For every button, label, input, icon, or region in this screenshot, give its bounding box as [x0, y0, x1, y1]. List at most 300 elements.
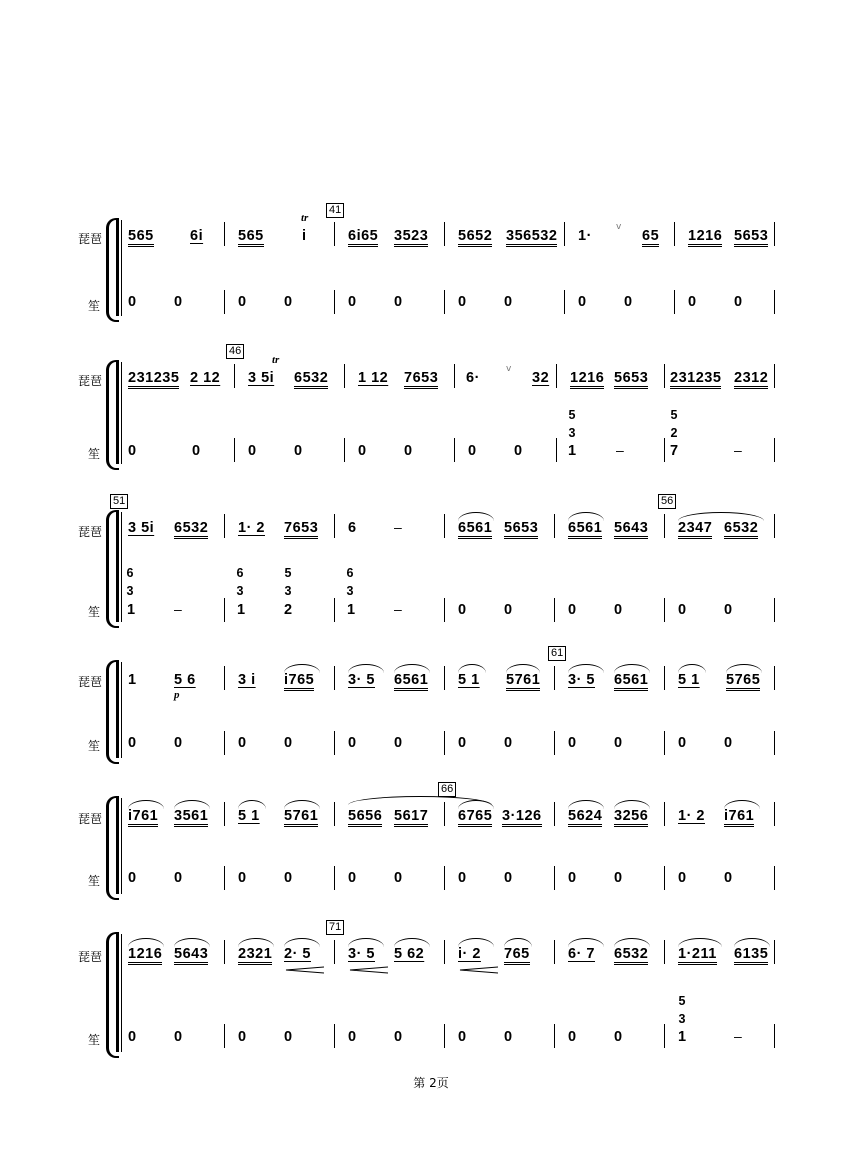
slur: [458, 938, 494, 947]
barline: [224, 1024, 225, 1048]
barline: [444, 866, 445, 890]
chord-note: 3: [236, 584, 244, 598]
pipa-note-group: 3· 5: [348, 672, 375, 688]
sheng-note: 0: [284, 870, 293, 886]
slur: [568, 512, 604, 521]
barline: [234, 438, 235, 462]
pipa-note-group: 5652: [458, 228, 492, 247]
barline: [224, 940, 225, 964]
barline: [554, 1024, 555, 1048]
sheng-chord: [124, 564, 136, 600]
sheng-note: 2: [284, 602, 293, 618]
sustain-dash: –: [734, 1028, 742, 1044]
system-barline-start-thin: [121, 220, 122, 316]
pipa-note-group: 7653: [404, 370, 438, 389]
sheng-note: 0: [348, 1029, 357, 1045]
system-barline-start-thin: [121, 798, 122, 894]
slur: [734, 938, 770, 947]
pipa-note-group: 6532: [174, 520, 208, 539]
pipa-note-group: 231235: [670, 370, 721, 389]
pipa-note-group: 32: [532, 370, 550, 386]
slur: [568, 800, 604, 809]
barline: [224, 222, 225, 246]
sheng-note: 0: [394, 735, 403, 751]
chord-note: 6: [236, 566, 244, 580]
sheng-note: 0: [568, 735, 577, 751]
chord-note: 5: [284, 566, 292, 580]
sheng-note: 0: [128, 870, 137, 886]
trill-mark: tr: [301, 212, 309, 224]
sheng-note: 0: [734, 294, 743, 310]
instrument-label-pipa: 琵琶: [78, 812, 103, 826]
pipa-note-group: 6561: [394, 672, 428, 691]
sheng-note: 0: [174, 1029, 183, 1045]
sheng-note: 0: [578, 294, 587, 310]
pipa-note-group: 6532: [724, 520, 758, 539]
system-barline-start: [116, 362, 119, 464]
barline: [556, 364, 557, 388]
pipa-note-group: 6i: [190, 228, 204, 244]
chord-note: 2: [670, 426, 678, 440]
pipa-note-group: 6561: [568, 520, 602, 539]
sheng-note: 0: [248, 443, 257, 459]
sheng-chord: [676, 992, 688, 1028]
breath-mark: v: [616, 222, 622, 232]
slur: [128, 938, 164, 947]
sheng-note: 0: [614, 602, 623, 618]
slur: [678, 938, 722, 947]
sheng-note: 1: [678, 1029, 687, 1045]
sheng-note: 1: [237, 602, 246, 618]
slur: [174, 800, 210, 809]
sheng-note: 0: [238, 735, 247, 751]
instrument-label-sheng: 笙: [88, 1033, 101, 1047]
page-number: 第 2页: [413, 1076, 449, 1090]
barline: [224, 866, 225, 890]
pipa-note-group: 1·211: [678, 946, 717, 965]
pipa-note-group: i761: [724, 808, 754, 827]
barline: [224, 598, 225, 622]
sheng-note: 0: [614, 735, 623, 751]
barline: [556, 438, 557, 462]
slur: [724, 800, 760, 809]
slur: [568, 664, 604, 673]
chord-note: 6: [126, 566, 134, 580]
pipa-note-group: i· 2: [458, 946, 481, 962]
pipa-note-group: 1· 2: [678, 808, 705, 824]
sustain-dash: –: [174, 601, 182, 617]
barline: [344, 364, 345, 388]
pipa-note-group: 5643: [614, 520, 648, 539]
pipa-note-group: 356532: [506, 228, 557, 247]
pipa-note-group: 3· 5: [348, 946, 375, 962]
crescendo-hairpin: [348, 966, 390, 974]
sheng-note: 0: [238, 870, 247, 886]
barline: [774, 598, 775, 622]
pipa-note-group: 6765: [458, 808, 492, 827]
pipa-note-group: 5 62: [394, 946, 425, 962]
sustain-dash: –: [616, 442, 624, 458]
pipa-note-group: 2347: [678, 520, 712, 539]
barline: [774, 1024, 775, 1048]
barline: [334, 666, 335, 690]
slur: [394, 938, 430, 947]
sheng-note: 0: [458, 1029, 467, 1045]
pipa-note-group: 6532: [614, 946, 648, 965]
sheng-note: 0: [468, 443, 477, 459]
barline: [444, 802, 445, 826]
sheng-note: 0: [458, 602, 467, 618]
slur: [238, 800, 266, 809]
barline: [774, 731, 775, 755]
chord-note: 3: [284, 584, 292, 598]
sheng-note: 0: [404, 443, 413, 459]
chord-note: 3: [678, 1012, 686, 1026]
trill-mark: tr: [272, 354, 280, 366]
rehearsal-mark: 66: [438, 782, 456, 797]
sheng-note: 0: [724, 602, 733, 618]
sustain-dash: –: [394, 601, 402, 617]
pipa-note-group: 2321: [238, 946, 272, 965]
sheng-note: 0: [504, 735, 513, 751]
chord-note: 3: [126, 584, 134, 598]
slur: [238, 938, 274, 947]
instrument-label-pipa: 琵琶: [78, 950, 103, 964]
barline: [444, 666, 445, 690]
pipa-note-group: i765: [284, 672, 314, 691]
sheng-note: 0: [504, 602, 513, 618]
sheng-note: 0: [192, 443, 201, 459]
slur: [348, 664, 384, 673]
sheng-note: 0: [614, 1029, 623, 1045]
instrument-label-pipa: 琵琶: [78, 525, 103, 539]
barline: [774, 290, 775, 314]
barline: [224, 290, 225, 314]
system-barline-start-thin: [121, 362, 122, 464]
barline: [444, 731, 445, 755]
pipa-note-group: 5 1: [238, 808, 260, 824]
rehearsal-mark: 61: [548, 646, 566, 661]
pipa-note-group: i: [302, 228, 307, 244]
sheng-note: 0: [294, 443, 303, 459]
sheng-note: 0: [394, 870, 403, 886]
barline: [774, 222, 775, 246]
rehearsal-mark: 71: [326, 920, 344, 935]
slur: [678, 512, 764, 521]
sheng-note: 0: [348, 735, 357, 751]
sheng-note: 1: [347, 602, 356, 618]
barline: [454, 364, 455, 388]
instrument-label-sheng: 笙: [88, 874, 101, 888]
instrument-label-sheng: 笙: [88, 299, 101, 313]
barline: [344, 438, 345, 462]
sheng-note: 0: [688, 294, 697, 310]
pipa-note-group: 3561: [174, 808, 208, 827]
barline: [554, 802, 555, 826]
barline: [664, 866, 665, 890]
pipa-note-group: 3 5i: [248, 370, 275, 386]
chord-note: 3: [346, 584, 354, 598]
rehearsal-mark: 46: [226, 344, 244, 359]
barline: [664, 514, 665, 538]
barline: [444, 290, 445, 314]
sheng-note: 0: [678, 735, 687, 751]
slur: [174, 938, 210, 947]
pipa-note-group: 3 5i: [128, 520, 155, 536]
barline: [234, 364, 235, 388]
barline: [674, 290, 675, 314]
barline: [334, 290, 335, 314]
pipa-note-group: 6532: [294, 370, 328, 389]
pipa-note-group: 5643: [174, 946, 208, 965]
sustain-dash: –: [734, 442, 742, 458]
barline: [774, 438, 775, 462]
sheng-note: 0: [724, 870, 733, 886]
pipa-note-group: 6i65: [348, 228, 378, 247]
sheng-note: 0: [358, 443, 367, 459]
instrument-label-pipa: 琵琶: [78, 232, 103, 246]
barline: [674, 222, 675, 246]
instrument-label-pipa: 琵琶: [78, 675, 103, 689]
crescendo-hairpin: [458, 966, 500, 974]
sheng-note: 0: [504, 870, 513, 886]
slur: [128, 800, 164, 809]
barline: [334, 598, 335, 622]
barline: [564, 290, 565, 314]
system-barline-start-thin: [121, 662, 122, 758]
pipa-note-group: 5653: [504, 520, 538, 539]
slur: [458, 664, 486, 673]
sustain-dash: –: [394, 519, 402, 535]
rehearsal-mark: 56: [658, 494, 676, 509]
slur: [504, 938, 532, 947]
barline: [334, 514, 335, 538]
pipa-note-group: 6135: [734, 946, 768, 965]
pipa-note-group: 231235: [128, 370, 179, 389]
system-barline-start: [116, 512, 119, 622]
slur: [458, 512, 494, 521]
sheng-note: 0: [458, 870, 467, 886]
pipa-note-group: 6: [348, 520, 357, 536]
system-barline-start: [116, 798, 119, 894]
sheng-chord: [282, 564, 294, 600]
rehearsal-mark: 51: [110, 494, 128, 509]
barline: [774, 940, 775, 964]
chord-note: 5: [678, 994, 686, 1008]
pipa-note-group: 5 6: [174, 672, 196, 688]
barline: [444, 940, 445, 964]
sheng-note: 0: [348, 870, 357, 886]
pipa-note-group: 6561: [458, 520, 492, 539]
slur: [678, 664, 706, 673]
sheng-note: 0: [394, 294, 403, 310]
barline: [564, 222, 565, 246]
instrument-label-sheng: 笙: [88, 447, 101, 461]
pipa-note-group: 565: [128, 228, 154, 247]
pipa-note-group: 7653: [284, 520, 318, 539]
system-barline-start: [116, 934, 119, 1052]
system-barline-start: [116, 220, 119, 316]
pipa-note-group: 3 i: [238, 672, 256, 688]
pipa-note-group: 5617: [394, 808, 428, 827]
pipa-note-group: 1 12: [358, 370, 389, 386]
sheng-note: 0: [504, 1029, 513, 1045]
barline: [774, 666, 775, 690]
slur: [284, 800, 320, 809]
sheng-note: 0: [238, 294, 247, 310]
barline: [664, 666, 665, 690]
slur: [284, 664, 320, 673]
sheng-note: 0: [128, 1029, 137, 1045]
barline: [664, 364, 665, 388]
sheng-note: 0: [624, 294, 633, 310]
pipa-note-group: 3· 5: [568, 672, 595, 688]
sheng-chord: [344, 564, 356, 600]
sheng-note: 0: [284, 1029, 293, 1045]
sheng-note: 0: [458, 735, 467, 751]
slur: [394, 664, 430, 673]
barline: [664, 940, 665, 964]
barline: [224, 666, 225, 690]
instrument-label-sheng: 笙: [88, 739, 101, 753]
sheng-note: 0: [174, 294, 183, 310]
pipa-note-group: 6· 7: [568, 946, 595, 962]
barline: [224, 802, 225, 826]
sheng-note: 0: [724, 735, 733, 751]
chord-note: 5: [670, 408, 678, 422]
pipa-note-group: 765: [504, 946, 530, 965]
pipa-note-group: 565: [238, 228, 264, 247]
pipa-note-group: 5765: [726, 672, 760, 691]
pipa-note-group: 1216: [128, 946, 162, 965]
instrument-label-pipa: 琵琶: [78, 374, 103, 388]
barline: [774, 802, 775, 826]
breath-mark: v: [506, 364, 512, 374]
system-barline-start-thin: [121, 512, 122, 622]
barline: [444, 222, 445, 246]
barline: [554, 731, 555, 755]
pipa-note-group: 1·: [578, 228, 592, 244]
instrument-label-sheng: 笙: [88, 605, 101, 619]
barline: [554, 866, 555, 890]
pipa-note-group: 5653: [734, 228, 768, 247]
sheng-note: 0: [128, 294, 137, 310]
sheng-note: 0: [174, 870, 183, 886]
sheng-note: 0: [504, 294, 513, 310]
pipa-note-group: 5 1: [458, 672, 480, 688]
barline: [554, 940, 555, 964]
pipa-note-group: 2· 5: [284, 946, 311, 962]
pipa-note-group: 3523: [394, 228, 428, 247]
pipa-note-group: 2 12: [190, 370, 221, 386]
pipa-note-group: 3256: [614, 808, 648, 827]
barline: [334, 802, 335, 826]
sheng-note: 0: [678, 870, 687, 886]
pipa-note-group: 6561: [614, 672, 648, 691]
sheng-chord: [234, 564, 246, 600]
crescendo-hairpin: [284, 966, 326, 974]
sheng-note: 1: [568, 443, 577, 459]
dynamic-marking: p: [174, 689, 180, 701]
sheng-note: 0: [568, 602, 577, 618]
slur: [614, 938, 650, 947]
barline: [334, 1024, 335, 1048]
barline: [664, 1024, 665, 1048]
chord-note: 3: [568, 426, 576, 440]
pipa-note-group: 1: [128, 672, 137, 688]
slur: [614, 800, 650, 809]
sheng-note: 0: [568, 1029, 577, 1045]
barline: [554, 598, 555, 622]
sheng-chord: [668, 406, 680, 442]
barline: [334, 222, 335, 246]
barline: [334, 940, 335, 964]
barline: [554, 514, 555, 538]
barline: [774, 364, 775, 388]
barline: [774, 866, 775, 890]
system-barline-start: [116, 662, 119, 758]
sheng-note: 0: [568, 870, 577, 886]
barline: [774, 514, 775, 538]
pipa-note-group: 1216: [570, 370, 604, 389]
slur: [284, 938, 320, 947]
pipa-note-group: 5 1: [678, 672, 700, 688]
barline: [444, 598, 445, 622]
pipa-note-group: 5624: [568, 808, 602, 827]
barline: [334, 731, 335, 755]
barline: [224, 514, 225, 538]
sheng-note: 0: [284, 735, 293, 751]
barline: [664, 438, 665, 462]
rehearsal-mark: 41: [326, 203, 344, 218]
sheng-note: 0: [678, 602, 687, 618]
sheng-chord: [566, 406, 578, 442]
sheng-note: 0: [128, 443, 137, 459]
sheng-note: 0: [238, 1029, 247, 1045]
slur: [614, 664, 650, 673]
sheng-note: 0: [458, 294, 467, 310]
pipa-note-group: 1· 2: [238, 520, 265, 536]
sheng-note: 0: [348, 294, 357, 310]
barline: [334, 866, 335, 890]
sheng-note: 0: [394, 1029, 403, 1045]
sheng-note: 0: [614, 870, 623, 886]
pipa-note-group: 6·: [466, 370, 480, 386]
sheng-note: 1: [127, 602, 136, 618]
barline: [554, 666, 555, 690]
pipa-note-group: 3·126: [502, 808, 542, 827]
slur: [348, 938, 384, 947]
barline: [444, 514, 445, 538]
pipa-note-group: 5653: [614, 370, 648, 389]
sheng-note: 0: [128, 735, 137, 751]
sheng-note: 7: [670, 443, 679, 459]
sheng-note: 0: [174, 735, 183, 751]
pipa-note-group: 5761: [284, 808, 318, 827]
pipa-note-group: 65: [642, 228, 659, 247]
barline: [664, 731, 665, 755]
barline: [224, 731, 225, 755]
barline: [664, 598, 665, 622]
sheng-note: 0: [514, 443, 523, 459]
slur: [726, 664, 762, 673]
pipa-note-group: i761: [128, 808, 158, 827]
chord-note: 5: [568, 408, 576, 422]
pipa-note-group: 5656: [348, 808, 382, 827]
sheng-note: 0: [284, 294, 293, 310]
barline: [664, 802, 665, 826]
slur: [506, 664, 540, 673]
